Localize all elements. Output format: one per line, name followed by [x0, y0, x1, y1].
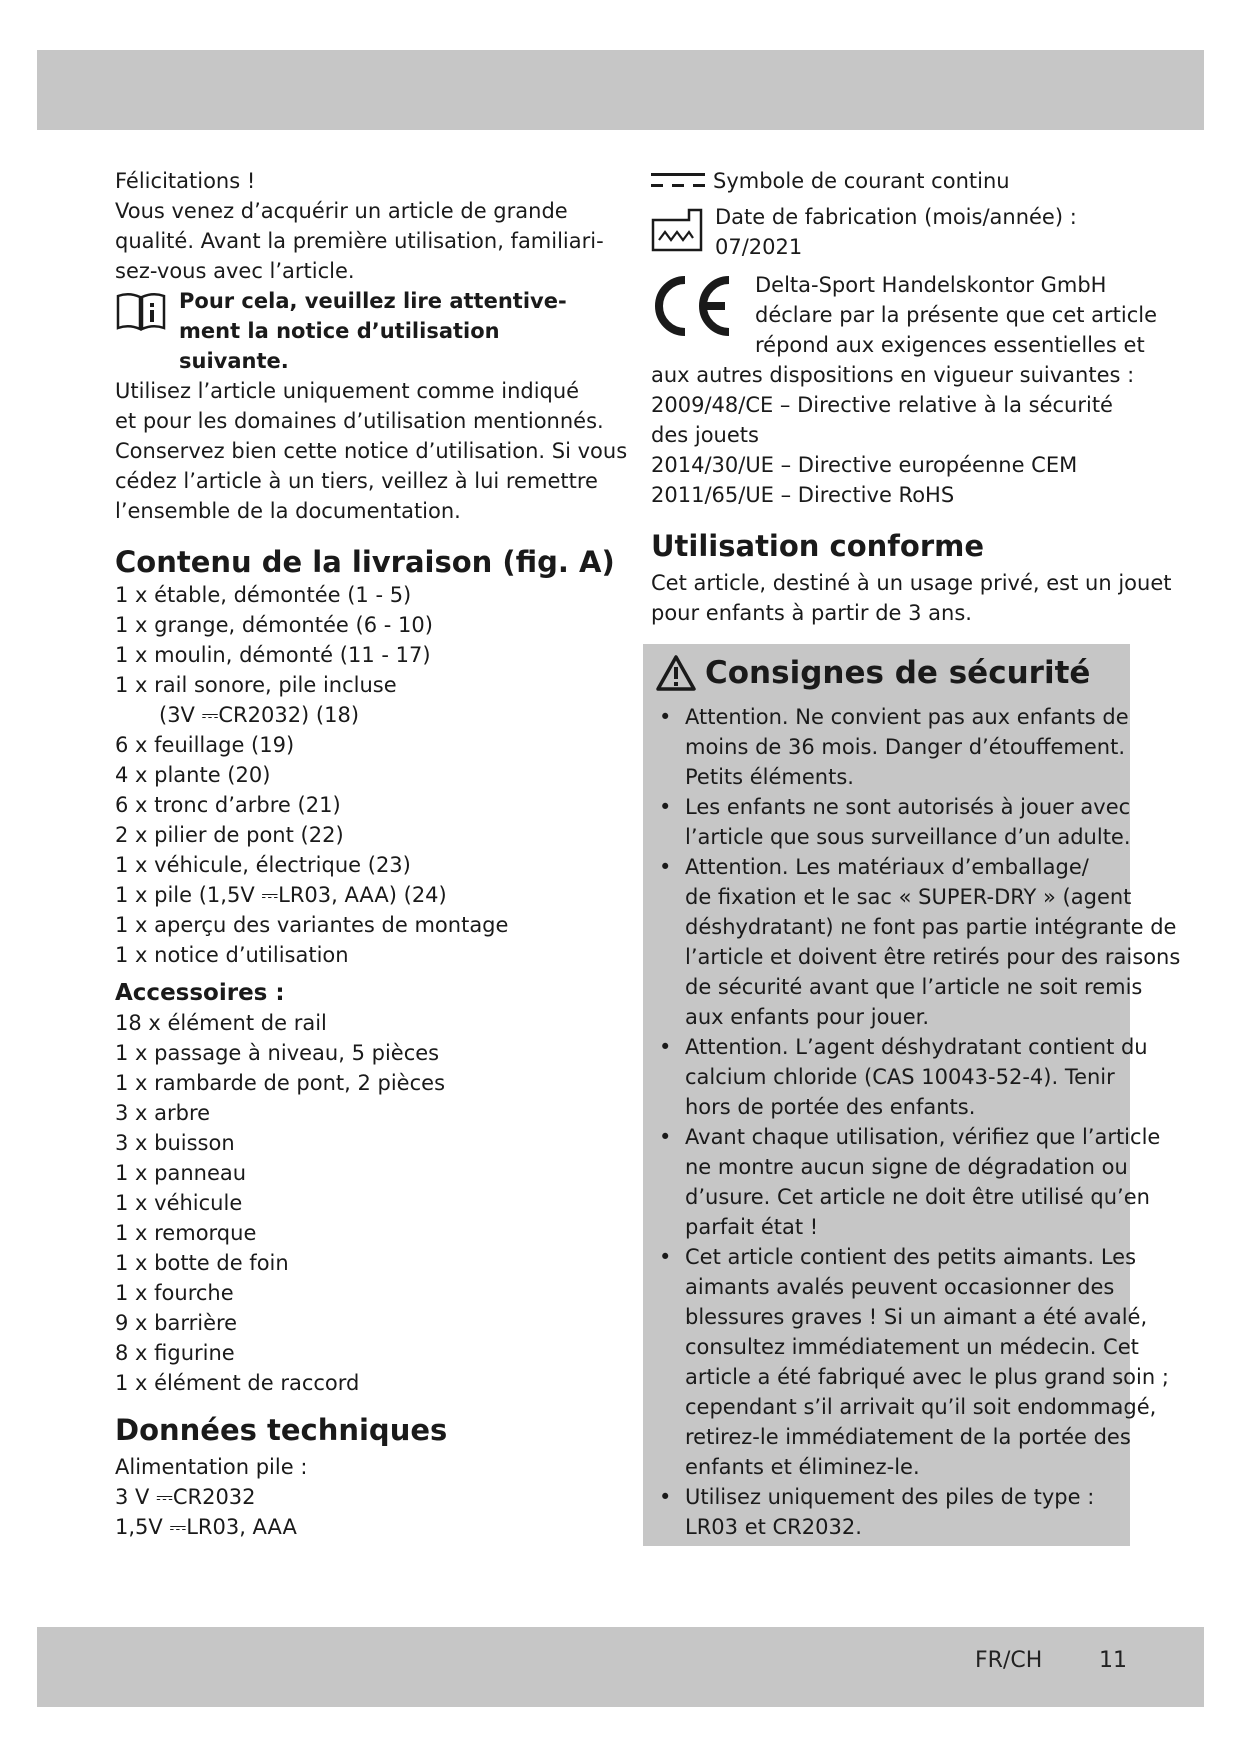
text-line: 1,5V ⎓LR03, AAA — [115, 1515, 297, 1539]
text-line: déshydratant) ne font pas partie intégrante de — [685, 915, 1177, 939]
left-column — [115, 166, 628, 1542]
text-line: Alimentation pile : — [115, 1455, 308, 1479]
warning-triangle-icon — [655, 654, 697, 692]
list-item: 1 x notice d’utilisation — [115, 943, 349, 967]
note-line: ment la notice d’utilisation — [179, 319, 500, 343]
accessories-list — [115, 1008, 615, 1398]
text-line: Petits éléments. — [685, 765, 854, 789]
list-item: 9 x barrière — [115, 1311, 238, 1335]
safety-item — [655, 1122, 1161, 1242]
safety-header — [655, 654, 1090, 692]
text-line: blessures graves ! Si un aimant a été avalé, — [685, 1305, 1148, 1329]
safety-heading: Consignes de sécurité — [705, 655, 1091, 691]
text-line: Utilisez l’article uniquement comme indiqué — [115, 379, 580, 403]
text-line: hors de portée des enfants. — [685, 1095, 976, 1119]
list-item: 18 x élément de rail — [115, 1011, 327, 1035]
text-line: pour enfants à partir de 3 ans. — [651, 601, 972, 625]
list-item: 4 x plante (20) — [115, 763, 271, 787]
text-line: aimants avalés peuvent occasionner des — [685, 1275, 1115, 1299]
text-line: des jouets — [651, 423, 759, 447]
text-line: cependant s’il arrivait qu’il soit endommagé, — [685, 1395, 1157, 1419]
text-line: l’ensemble de la documentation. — [115, 499, 461, 523]
list-item: 3 x arbre — [115, 1101, 211, 1125]
ce-text-line: répond aux exigences essentielles et — [755, 333, 1145, 357]
text-line: cédez l’article à un tiers, veillez à lui remettre — [115, 469, 598, 493]
note-line: Pour cela, veuillez lire attentive- — [179, 289, 567, 313]
text-line: Vous venez d’acquérir un article de grande — [115, 199, 568, 223]
ce-text-line: déclare par la présente que cet article — [755, 303, 1158, 327]
usage-text — [651, 568, 1172, 628]
text-line: de sécurité avant que l’article ne soit remis — [685, 975, 1143, 999]
list-item: 6 x tronc d’arbre (21) — [115, 793, 341, 817]
text-line: • Les enfants ne sont autorisés à jouer avec — [685, 795, 1131, 819]
page-number: 11 — [1099, 1648, 1127, 1673]
list-item: 2 x pilier de pont (22) — [115, 823, 344, 847]
text-line: LR03 et CR2032. — [685, 1515, 862, 1539]
text-line: enfants et éliminez-le. — [685, 1455, 920, 1479]
safety-box — [643, 644, 1181, 1546]
list-item: 8 x figurine — [115, 1341, 235, 1365]
text-line: Conservez bien cette notice d’utilisation. Si vous — [115, 439, 628, 463]
direct-current-icon — [651, 172, 705, 190]
manufacture-date-icon — [651, 206, 703, 252]
text-line: article a été fabriqué avec le plus grand soin ; — [685, 1365, 1169, 1389]
text-line: qualité. Avant la première utilisation, familiari- — [115, 229, 604, 253]
text-line: • Utilisez uniquement des piles de type : — [685, 1485, 1095, 1509]
text-line: 2009/48/CE – Directive relative à la sécurité — [651, 393, 1113, 417]
intro-text — [115, 166, 615, 286]
text-line: 3 V ⎓CR2032 — [115, 1485, 256, 1509]
list-item: 1 x moulin, démonté (11 - 17) — [115, 643, 431, 667]
ce-declaration — [651, 360, 1135, 510]
text-line: aux autres dispositions en vigueur suivantes : — [651, 363, 1135, 387]
contents-list — [115, 580, 615, 970]
list-item: 1 x pile (1,5V ⎓LR03, AAA) (24) — [115, 883, 447, 907]
list-item: 1 x grange, démontée (6 - 10) — [115, 613, 433, 637]
safety-item — [655, 792, 1131, 852]
text-line: calcium chloride (CAS 10043-52-4). Tenir — [685, 1065, 1115, 1089]
contents-heading: Contenu de la livraison (fig. A) — [115, 545, 615, 579]
technical-data — [115, 1452, 615, 1542]
safety-item — [655, 852, 1181, 1032]
text-line: de fixation et le sac « SUPER-DRY » (agent — [685, 885, 1132, 909]
list-item: 1 x aperçu des variantes de montage — [115, 913, 509, 937]
date-symbol-row — [651, 202, 1131, 262]
safety-item — [655, 1032, 1148, 1122]
list-item: 1 x étable, démontée (1 - 5) — [115, 583, 412, 607]
dc-label: Symbole de courant continu — [713, 169, 1010, 193]
list-item: 1 x botte de foin — [115, 1251, 289, 1275]
text-line: • Cet article contient des petits aimants. Les — [685, 1245, 1137, 1269]
ce-mark-icon — [651, 272, 733, 340]
list-item: 1 x remorque — [115, 1221, 257, 1245]
ce-symbol-row — [651, 270, 1158, 360]
footer-language: FR/CH — [975, 1648, 1043, 1673]
text-line: et pour les domaines d’utilisation mentionnés. — [115, 409, 604, 433]
text-line: consultez immédiatement un médecin. Cet — [685, 1335, 1139, 1359]
text-line: Cet article, destiné à un usage privé, est un jouet — [651, 571, 1172, 595]
date-value: 07/2021 — [715, 235, 803, 259]
list-item: 1 x élément de raccord — [115, 1371, 360, 1395]
list-item: 3 x buisson — [115, 1131, 235, 1155]
date-label: Date de fabrication (mois/année) : — [715, 205, 1077, 229]
text-line: d’usure. Cet article ne doit être utilisé qu’en — [685, 1185, 1150, 1209]
technical-heading: Données techniques — [115, 1413, 448, 1447]
text-line: • Attention. Ne convient pas aux enfants de — [685, 705, 1129, 729]
text-line: • Attention. L’agent déshydratant contient du — [685, 1035, 1148, 1059]
header-band — [37, 50, 1204, 130]
text-line: retirez-le immédiatement de la portée des — [685, 1425, 1131, 1449]
list-item: 1 x véhicule, électrique (23) — [115, 853, 411, 877]
list-item: 1 x véhicule — [115, 1191, 243, 1215]
accessories-heading: Accessoires : — [115, 980, 285, 1006]
text-line: 2014/30/UE – Directive européenne CEM — [651, 453, 1078, 477]
safety-item — [655, 702, 1129, 792]
safety-item — [655, 1242, 1169, 1482]
list-item: 1 x rambarde de pont, 2 pièces — [115, 1071, 446, 1095]
safety-list — [655, 702, 1181, 1542]
list-item: (3V ⎓CR2032) (18) — [159, 703, 360, 727]
usage-instructions — [115, 376, 628, 526]
list-item: 1 x rail sonore, pile incluse — [115, 673, 397, 697]
text-line: sez-vous avec l’article. — [115, 259, 355, 283]
text-line: • Avant chaque utilisation, vérifiez que l’article — [685, 1125, 1161, 1149]
safety-item — [655, 1482, 1125, 1542]
list-item: 6 x feuillage (19) — [115, 733, 295, 757]
text-line: Félicitations ! — [115, 169, 256, 193]
ce-text-line: Delta-Sport Handelskontor GmbH — [755, 273, 1107, 297]
usage-heading: Utilisation conforme — [651, 529, 985, 563]
text-line: parfait état ! — [685, 1215, 819, 1239]
text-line: moins de 36 mois. Danger d’étouffement. — [685, 735, 1126, 759]
text-line: 2011/65/UE – Directive RoHS — [651, 483, 955, 507]
list-item: 1 x fourche — [115, 1281, 234, 1305]
list-item: 1 x passage à niveau, 5 pièces — [115, 1041, 440, 1065]
text-line: ne montre aucun signe de dégradation ou — [685, 1155, 1128, 1179]
dc-symbol-row — [651, 166, 1131, 196]
text-line: l’article que sous surveillance d’un adulte. — [685, 825, 1131, 849]
note-line: suivante. — [179, 349, 289, 373]
list-item: 1 x panneau — [115, 1161, 247, 1185]
text-line: • Attention. Les matériaux d’emballage/ — [685, 855, 1089, 879]
text-line: l’article et doivent être retirés pour des raisons — [685, 945, 1181, 969]
text-line: aux enfants pour jouer. — [685, 1005, 930, 1029]
info-book-icon — [115, 290, 167, 332]
right-column — [651, 166, 1172, 628]
read-manual-note — [115, 286, 615, 376]
